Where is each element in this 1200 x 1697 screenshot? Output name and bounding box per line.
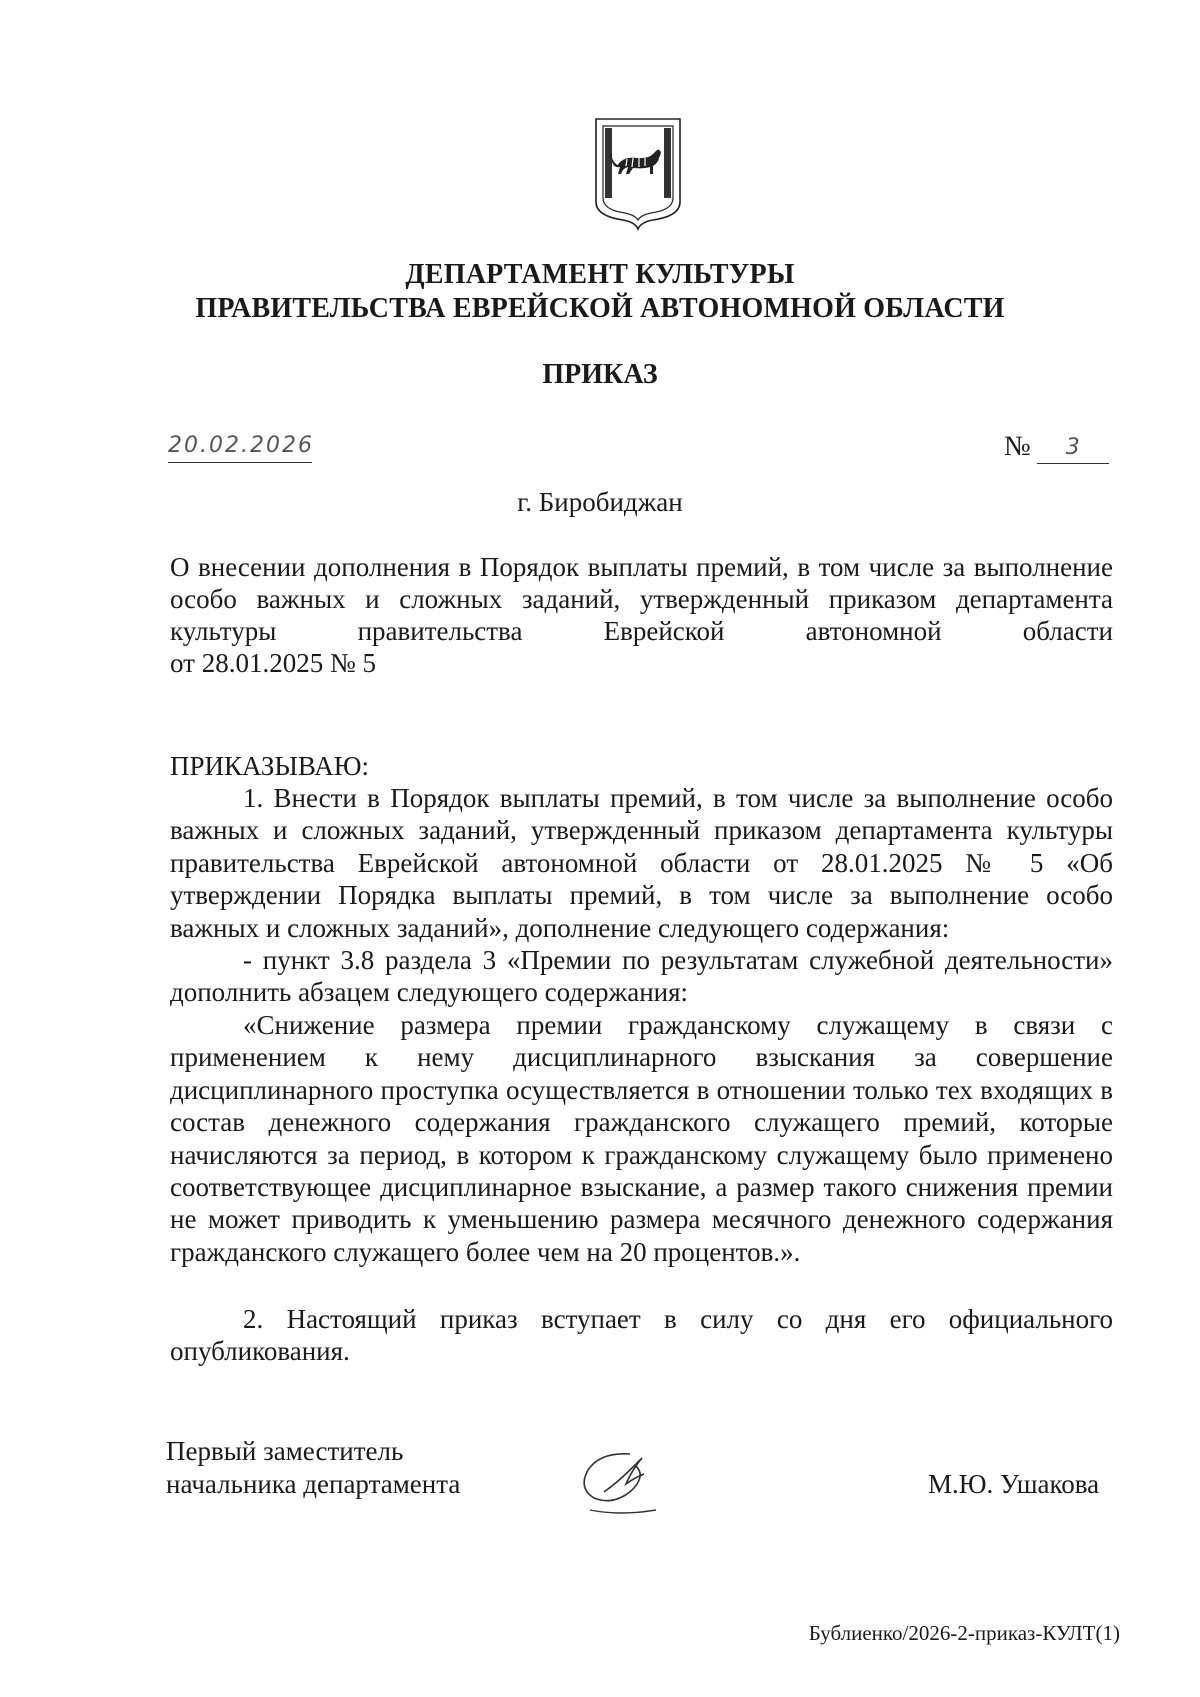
handwritten-date: 20.02.2026: [168, 432, 312, 463]
subject-text: О внесении дополнения в Порядок выплаты премий, в том числе за выполнение особо важных и сложных заданий, утвержденный приказом департамента культуры правительства Еврейской автономной области: [170, 552, 1113, 646]
signer-position-line-1: Первый заместитель: [166, 1436, 404, 1466]
handwritten-signature-icon: [570, 1440, 680, 1524]
signer-position: [166, 1435, 460, 1501]
subject-text-last-line: от 28.01.2025 № 5: [170, 648, 376, 678]
document-type-title: ПРИКАЗ: [542, 359, 658, 390]
number-label: №: [1004, 431, 1031, 462]
coat-of-arms-icon: [593, 116, 683, 232]
order-number-block: [1004, 424, 1109, 464]
city-line: г. Биробиджан: [517, 487, 683, 517]
footer-reference: Бублиенко/2026-2-приказ-КУЛТ(1): [808, 1621, 1120, 1645]
signer-position-line-2: начальника департамента: [166, 1469, 461, 1499]
handwritten-order-number: 3: [1037, 433, 1109, 464]
paragraph-1: 1. Внести в Порядок выплаты премий, в том числе за выполнение особо важных и сложных заданий, утвержденный приказом департамента культуры правительства Еврейской автономной области от 28.01.2025 № 5 «Об утверждении Порядка выплаты премий, в том числе за выполнение особо важных и сложных заданий», дополнение следующего содержания:: [170, 783, 1113, 943]
organization-line-2: ПРАВИТЕЛЬСТВА ЕВРЕЙСКОЙ АВТОНОМНОЙ ОБЛАСТИ: [195, 293, 1005, 324]
signer-name: М.Ю. Ушакова: [928, 1469, 1100, 1499]
paragraph-2: - пункт 3.8 раздела 3 «Премии по результатам служебной деятельности» дополнить абзацем следующего содержания:: [170, 945, 1113, 1008]
paragraph-4: 2. Настоящий приказ вступает в силу со дня его официального опубликования.: [170, 1304, 1113, 1367]
organization-line-1: ДЕПАРТАМЕНТ КУЛЬТУРЫ: [405, 259, 795, 290]
order-directive-word: ПРИКАЗЫВАЮ:: [170, 751, 369, 781]
paragraph-3-quote: «Снижение размера премии гражданскому служащему в связи с применением к нему дисциплинарного взыскания за совершение дисциплинарного проступка осуществляется в отношении только тех входящих в состав денежного содержания гражданского служащего премий, которые начисляются за период, в котором к гражданскому служащему было применено соответствующее дисциплинарное взыскание, а размер такого снижения премии не может приводить к уменьшению размера месячного денежного содержания гражданского служащего более чем на 20 процентов.».: [170, 1010, 1113, 1267]
